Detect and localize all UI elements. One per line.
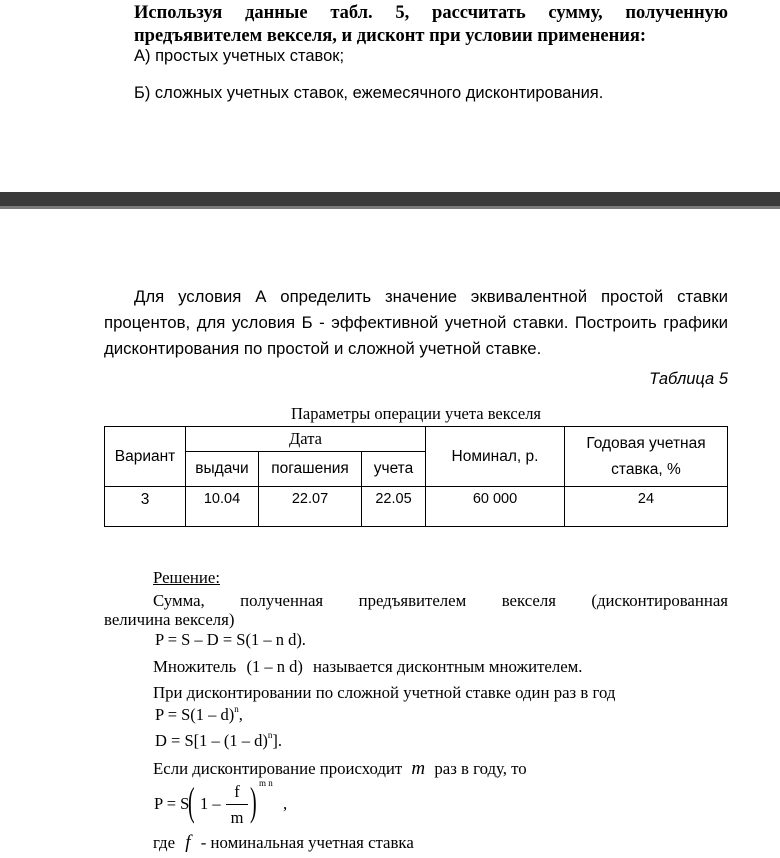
solution-line-5-start: Если дисконтирование происходит — [153, 759, 403, 778]
option-b: Б) сложных учетных ставок, ежемесячного дисконтирования. — [134, 84, 604, 102]
table-header-row — [105, 427, 728, 452]
solution-line-1: Сумма, полученная предъявителем векселя (дисконтированная — [153, 591, 728, 610]
formula-2-end: , — [238, 705, 243, 724]
fraction-bar — [226, 804, 248, 805]
formula-3-end: ]. — [272, 731, 283, 750]
header-variant: Вариант — [105, 427, 186, 487]
condition-line-3: дисконтирования по простой и сложной учетной ставке. — [104, 339, 542, 358]
header-rate-line-1: Годовая учетная — [586, 434, 706, 452]
table-caption: Параметры операции учета векселя — [290, 404, 542, 423]
header-rate — [565, 427, 728, 487]
solution-line-3-end: называется дисконтным множителем. — [313, 657, 583, 676]
solution-line-6 — [153, 832, 414, 854]
formula-simple-discount: P = S – D = S(1 – n d). — [155, 630, 306, 649]
cell-rate: 24 — [565, 487, 728, 527]
solution-line-5 — [153, 758, 527, 780]
cell-repayment: 22.07 — [259, 487, 362, 527]
formula-3-main: D = S[1 – (1 – d) — [155, 731, 268, 750]
formula-multiple-discount — [142, 780, 342, 830]
cell-issue: 10.04 — [186, 487, 259, 527]
formula-2-exponent: n — [234, 703, 239, 714]
var-m: m — [411, 758, 426, 779]
formula-4-one: 1 – — [200, 794, 221, 813]
solution-line-4: При дисконтировании по сложной учетной ставке один раз в год — [153, 683, 616, 702]
cell-discount: 22.05 — [362, 487, 426, 527]
paren-left: ( — [188, 779, 195, 824]
formula-compound-discount — [155, 731, 282, 751]
header-discount: учета — [362, 452, 426, 487]
solution-line-5-end: раз в году, то — [434, 759, 527, 778]
cell-variant: 3 — [105, 487, 186, 527]
solution-heading: Решение: — [153, 568, 221, 587]
formula-2-main: P = S(1 – d) — [155, 705, 235, 724]
solution-line-6-end: - номинальная учетная ставка — [200, 833, 414, 852]
formula-4-end: , — [283, 794, 288, 813]
formula-4-denominator: m — [230, 808, 244, 827]
header-date: Дата — [186, 427, 426, 452]
formula-compound-present — [155, 705, 243, 725]
page-separator-edge — [0, 206, 780, 209]
header-issue: выдачи — [186, 452, 259, 487]
header-rate-line-2: ставка, % — [611, 460, 681, 478]
condition-line-2: процентов, для условия Б - эффективной учетной ставки. Построить графики — [104, 313, 728, 332]
option-a: А) простых учетных ставок; — [134, 47, 345, 65]
formula-4-numerator: f — [234, 782, 240, 801]
solution-line-3 — [153, 656, 583, 678]
var-f: f — [185, 832, 191, 853]
task-title-line-2: предъявителем векселя, и дисконт при условии применения: — [134, 26, 647, 46]
header-nominal: Номинал, р. — [426, 427, 565, 487]
condition-line-1: Для условия А определить значение эквивалентной простой ставки — [134, 287, 728, 306]
formula-4-lhs: P = S — [154, 794, 190, 813]
cell-nominal: 60 000 — [426, 487, 565, 527]
discount-factor-formula: (1 – n d) — [246, 657, 303, 676]
solution-line-6-start: где — [153, 833, 176, 852]
solution-line-3-start: Множитель — [153, 657, 237, 676]
params-table — [104, 426, 728, 527]
table-row — [105, 487, 728, 527]
formula-3-exponent: n — [267, 729, 273, 740]
task-title-line-1: Используя данные табл. 5, рассчитать сумму, полученную — [134, 3, 728, 23]
paren-right: ) — [250, 779, 257, 824]
table-number-label: Таблица 5 — [649, 370, 728, 388]
formula-4-exponent: m n — [259, 778, 273, 788]
solution-line-2: величина векселя) — [104, 610, 235, 629]
header-repayment: погашения — [259, 452, 362, 487]
